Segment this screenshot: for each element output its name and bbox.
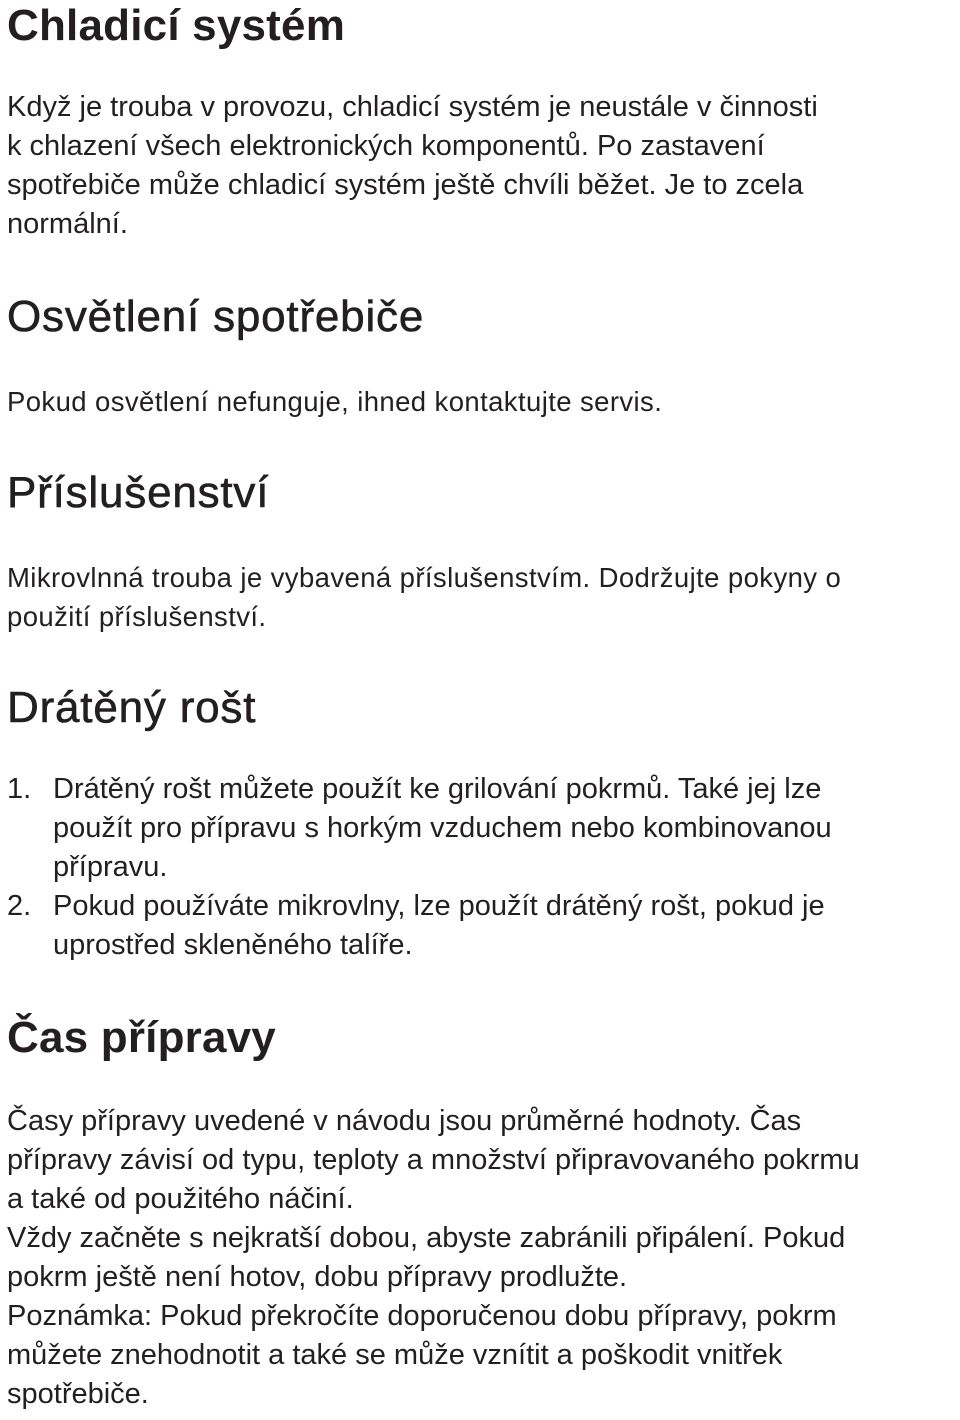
section-cooling	[7, 2, 960, 50]
section-wire-rack	[7, 684, 960, 732]
list-item	[7, 770, 960, 887]
list-item-number: 1.	[7, 773, 32, 805]
cooking-time-line: Vždy začněte s nejkratší dobou, abyste zabránili připálení. Pokud	[7, 1222, 846, 1254]
accessories-text	[7, 558, 960, 636]
cooking-time-line: přípravy závisí od typu, teploty a množství připravovaného pokrmu	[7, 1144, 860, 1176]
cooling-line: spotřebiče může chladicí systém ještě chvíli běžet. Je to zcela	[7, 169, 804, 201]
cooking-time-line: spotřebiče.	[7, 1378, 149, 1410]
cooking-time-line: a také od použitého náčiní.	[7, 1183, 354, 1215]
list-item-line: Pokud používáte mikrovlny, lze použít drátěný rošt, pokud je	[53, 890, 825, 922]
section-cooking-time	[7, 1014, 960, 1062]
list-item-line: Drátěný rošt můžete použít ke grilování pokrmů. Také jej lze	[53, 773, 822, 805]
cooling-text	[7, 88, 960, 244]
list-item-number: 2.	[7, 890, 32, 922]
lighting-text	[7, 382, 960, 421]
cooling-line: normální.	[7, 208, 128, 240]
heading-appliance-lighting: Osvětlení spotřebiče	[7, 292, 425, 341]
cooling-line: Když je trouba v provozu, chladicí systém je neustále v činnosti	[7, 91, 818, 123]
cooking-time-paragraph	[7, 1102, 960, 1414]
cooking-time-line: Časy přípravy uvedené v návodu jsou průměrné hodnoty. Čas	[7, 1105, 802, 1137]
wire-rack-list	[7, 770, 960, 965]
cooking-time-line: pokrm ještě není hotov, dobu přípravy prodlužte.	[7, 1261, 628, 1293]
list-item	[7, 887, 960, 965]
cooking-time-text	[7, 1102, 960, 1414]
cooking-time-line: Poznámka: Pokud překročíte doporučenou dobu přípravy, pokrm	[7, 1300, 837, 1332]
heading-wire-rack: Drátěný rošt	[7, 683, 257, 732]
accessories-paragraph	[7, 558, 960, 636]
lighting-paragraph	[7, 382, 960, 421]
cooling-paragraph	[7, 88, 960, 244]
section-accessories	[7, 469, 960, 517]
accessories-line: Mikrovlnná trouba je vybavená příslušenstvím. Dodržujte pokyny o	[7, 562, 842, 593]
heading-cooling-system: Chladicí systém	[7, 1, 346, 50]
section-lighting	[7, 293, 960, 341]
wire-rack-steps	[7, 770, 960, 965]
lighting-line: Pokud osvětlení nefunguje, ihned kontaktujte servis.	[7, 386, 663, 417]
accessories-line: použití příslušenství.	[7, 601, 267, 632]
heading-cooking-time: Čas přípravy	[7, 1013, 276, 1062]
list-item-line: přípravu.	[53, 851, 168, 883]
list-item-line: uprostřed skleněného talíře.	[53, 929, 413, 961]
list-item-line: použít pro přípravu s horkým vzduchem nebo kombinovanou	[53, 812, 832, 844]
cooking-time-line: můžete znehodnotit a také se může vznítit a poškodit vnitřek	[7, 1339, 783, 1371]
cooling-line: k chlazení všech elektronických komponentů. Po zastavení	[7, 130, 765, 162]
heading-accessories: Příslušenství	[7, 468, 270, 517]
